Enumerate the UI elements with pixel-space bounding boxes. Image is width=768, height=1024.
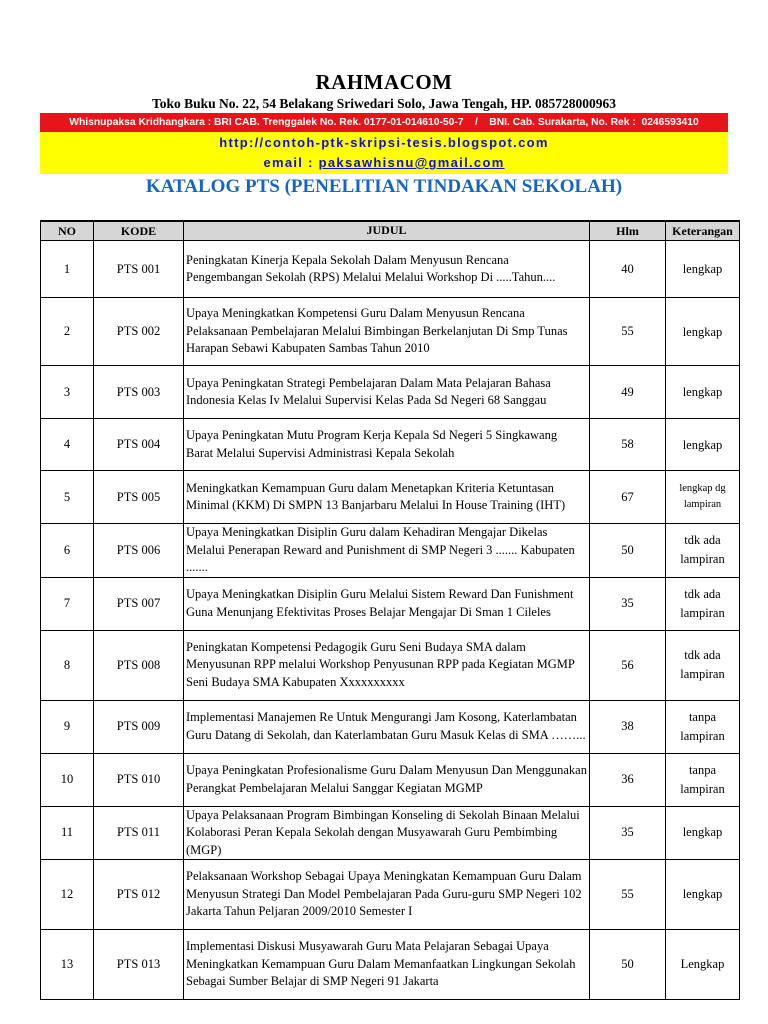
table-row <box>41 806 740 860</box>
row-kode: PTS 002 <box>94 298 184 366</box>
row-keterangan: lengkap <box>666 806 740 860</box>
row-hlm: 50 <box>590 524 666 578</box>
bank-info-text: Whisnupaksa Kridhangkara : BRI CAB. Trenggalek No. Rek. 0177-01-014610-50-7 / BNI. Cab. Surakarta, No. Rek : 0246593410 <box>69 117 699 128</box>
row-hlm: 35 <box>590 806 666 860</box>
table-row <box>41 471 740 524</box>
row-kode: PTS 009 <box>94 700 184 753</box>
brand-name: RAHMACOM <box>315 70 453 94</box>
row-kode: PTS 011 <box>94 806 184 860</box>
catalog-table <box>40 220 740 1000</box>
row-judul: Upaya Peningkatan Strategi Pembelajaran Dalam Mata Pelajaran Bahasa Indonesia Kelas Iv Melalui Supervisi Kelas Pada Sd Negeri 68 Sanggau <box>184 366 590 419</box>
row-judul: Implementasi Manajemen Re Untuk Mengurangi Jam Kosong, Katerlambatan Guru Datang di Sekolah, dan Katerlambatan Guru Masuk Kelas di SMA ……... <box>184 700 590 753</box>
catalog-title: KATALOG PTS (PENELITIAN TINDAKAN SEKOLAH) <box>145 176 623 197</box>
row-kode: PTS 013 <box>94 930 184 1000</box>
row-no: 9 <box>41 700 94 753</box>
row-keterangan: lengkap <box>666 419 740 471</box>
row-keterangan: tdk ada lampiran <box>666 524 740 578</box>
row-keterangan: lengkap <box>666 366 740 419</box>
row-hlm: 50 <box>590 930 666 1000</box>
row-no: 7 <box>41 577 94 630</box>
column-header-judul: JUDUL <box>184 221 590 241</box>
row-hlm: 35 <box>590 577 666 630</box>
row-no: 4 <box>41 419 94 471</box>
row-judul: Upaya Meningkatkan Disiplin Guru dalam Kehadiran Mengajar Dikelas Melalui Penerapan Reward and Punishment di SMP Negeri 3 ....... Kabupaten ....... <box>184 524 590 578</box>
row-no: 13 <box>41 930 94 1000</box>
row-kode: PTS 005 <box>94 471 184 524</box>
row-hlm: 38 <box>590 700 666 753</box>
row-judul: Upaya Meningkatkan Disiplin Guru Melalui Sistem Reward Dan Funishment Guna Menunjang Efektivitas Proses Belajar Mengajar Di Sman 1 Cileles <box>184 577 590 630</box>
email-line <box>40 153 728 173</box>
table-row <box>41 241 740 298</box>
email-link[interactable]: paksawhisnu@gmail.com <box>318 155 505 170</box>
row-no: 10 <box>41 753 94 806</box>
table-row <box>41 860 740 930</box>
row-hlm: 40 <box>590 241 666 298</box>
contact-bar <box>40 132 728 174</box>
row-judul: Peningkatan Kompetensi Pedagogik Guru Seni Budaya SMA dalam Menyusunan RPP melalui Workshop Penyusunan RPP pada Kegiatan MGMP Seni Budaya SMA Kabupaten Xxxxxxxxxx <box>184 630 590 700</box>
table-row <box>41 700 740 753</box>
email-label: email : <box>263 155 319 170</box>
row-no: 1 <box>41 241 94 298</box>
row-keterangan: Lengkap <box>666 930 740 1000</box>
table-row <box>41 298 740 366</box>
row-keterangan: tdk ada lampiran <box>666 577 740 630</box>
row-hlm: 58 <box>590 419 666 471</box>
row-kode: PTS 001 <box>94 241 184 298</box>
row-keterangan: tanpa lampiran <box>666 700 740 753</box>
table-row <box>41 419 740 471</box>
row-no: 12 <box>41 860 94 930</box>
column-header-kode: KODE <box>94 221 184 241</box>
column-header-no: NO <box>41 221 94 241</box>
row-hlm: 55 <box>590 298 666 366</box>
row-keterangan: lengkap dg lampiran <box>666 471 740 524</box>
row-no: 2 <box>41 298 94 366</box>
row-hlm: 67 <box>590 471 666 524</box>
column-header-hlm: Hlm <box>590 221 666 241</box>
row-judul: Upaya Meningkatkan Kompetensi Guru Dalam Menyusun Rencana Pelaksanaan Pembelajaran Melalui Bimbingan Berkelanjutan Di Smp Tunas Harapan Sebawi Kabupaten Sambas Tahun 2010 <box>184 298 590 366</box>
row-no: 8 <box>41 630 94 700</box>
row-kode: PTS 003 <box>94 366 184 419</box>
row-judul: Peningkatan Kinerja Kepala Sekolah Dalam Menyusun Rencana Pengembangan Sekolah (RPS) Melalui Melalui Workshop Di .....Tahun.... <box>184 241 590 298</box>
table-row <box>41 577 740 630</box>
table-row <box>41 630 740 700</box>
store-address: Toko Buku No. 22, 54 Belakang Sriwedari Solo, Jawa Tengah, HP. 085728000963 <box>151 96 617 111</box>
row-judul: Upaya Peningkatan Mutu Program Kerja Kepala Sd Negeri 5 Singkawang Barat Melalui Supervisi Administrasi Kepala Sekolah <box>184 419 590 471</box>
row-kode: PTS 008 <box>94 630 184 700</box>
row-no: 11 <box>41 806 94 860</box>
bank-info-bar <box>40 113 728 132</box>
table-row <box>41 524 740 578</box>
row-no: 6 <box>41 524 94 578</box>
row-keterangan: lengkap <box>666 241 740 298</box>
column-header-keterangan: Keterangan <box>666 221 740 241</box>
website-link[interactable]: http://contoh-ptk-skripsi-tesis.blogspot.com <box>219 135 549 150</box>
table-row <box>41 753 740 806</box>
row-hlm: 36 <box>590 753 666 806</box>
row-keterangan: lengkap <box>666 860 740 930</box>
row-judul: Meningkatkan Kemampuan Guru dalam Menetapkan Kriteria Ketuntasan Minimal (KKM) Di SMPN 13 Banjarbaru Melalui In House Training (IHT) <box>184 471 590 524</box>
row-judul: Pelaksanaan Workshop Sebagai Upaya Meningkatan Kemampuan Guru Dalam Menyusun Strategi Dan Model Pembelajaran Pada Guru-guru SMP Negeri 102 Jakarta Tahun Peljaran 2009/2010 Semester I <box>184 860 590 930</box>
row-hlm: 55 <box>590 860 666 930</box>
row-keterangan: tdk ada lampiran <box>666 630 740 700</box>
row-judul: Upaya Peningkatan Profesionalisme Guru Dalam Menyusun Dan Menggunakan Perangkat Pembelajaran Melalui Sanggar Kegiatan MGMP <box>184 753 590 806</box>
row-hlm: 56 <box>590 630 666 700</box>
row-keterangan: tanpa lampiran <box>666 753 740 806</box>
table-row <box>41 930 740 1000</box>
table-row <box>41 366 740 419</box>
row-kode: PTS 007 <box>94 577 184 630</box>
row-hlm: 49 <box>590 366 666 419</box>
row-judul: Implementasi Diskusi Musyawarah Guru Mata Pelajaran Sebagai Upaya Meningkatkan Kemampuan Guru Dalam Memanfaatkan Lingkungan Sekolah Sebagai Sumber Belajar di SMP Negeri 91 Jakarta <box>184 930 590 1000</box>
row-no: 3 <box>41 366 94 419</box>
row-keterangan: lengkap <box>666 298 740 366</box>
table-header-row <box>41 221 740 241</box>
row-kode: PTS 010 <box>94 753 184 806</box>
row-kode: PTS 004 <box>94 419 184 471</box>
row-judul: Upaya Pelaksanaan Program Bimbingan Konseling di Sekolah Binaan Melalui Kolaborasi Peran Kepala Sekolah dengan Musyawarah Guru Pembimbing (MGP) <box>184 806 590 860</box>
row-no: 5 <box>41 471 94 524</box>
row-kode: PTS 006 <box>94 524 184 578</box>
row-kode: PTS 012 <box>94 860 184 930</box>
